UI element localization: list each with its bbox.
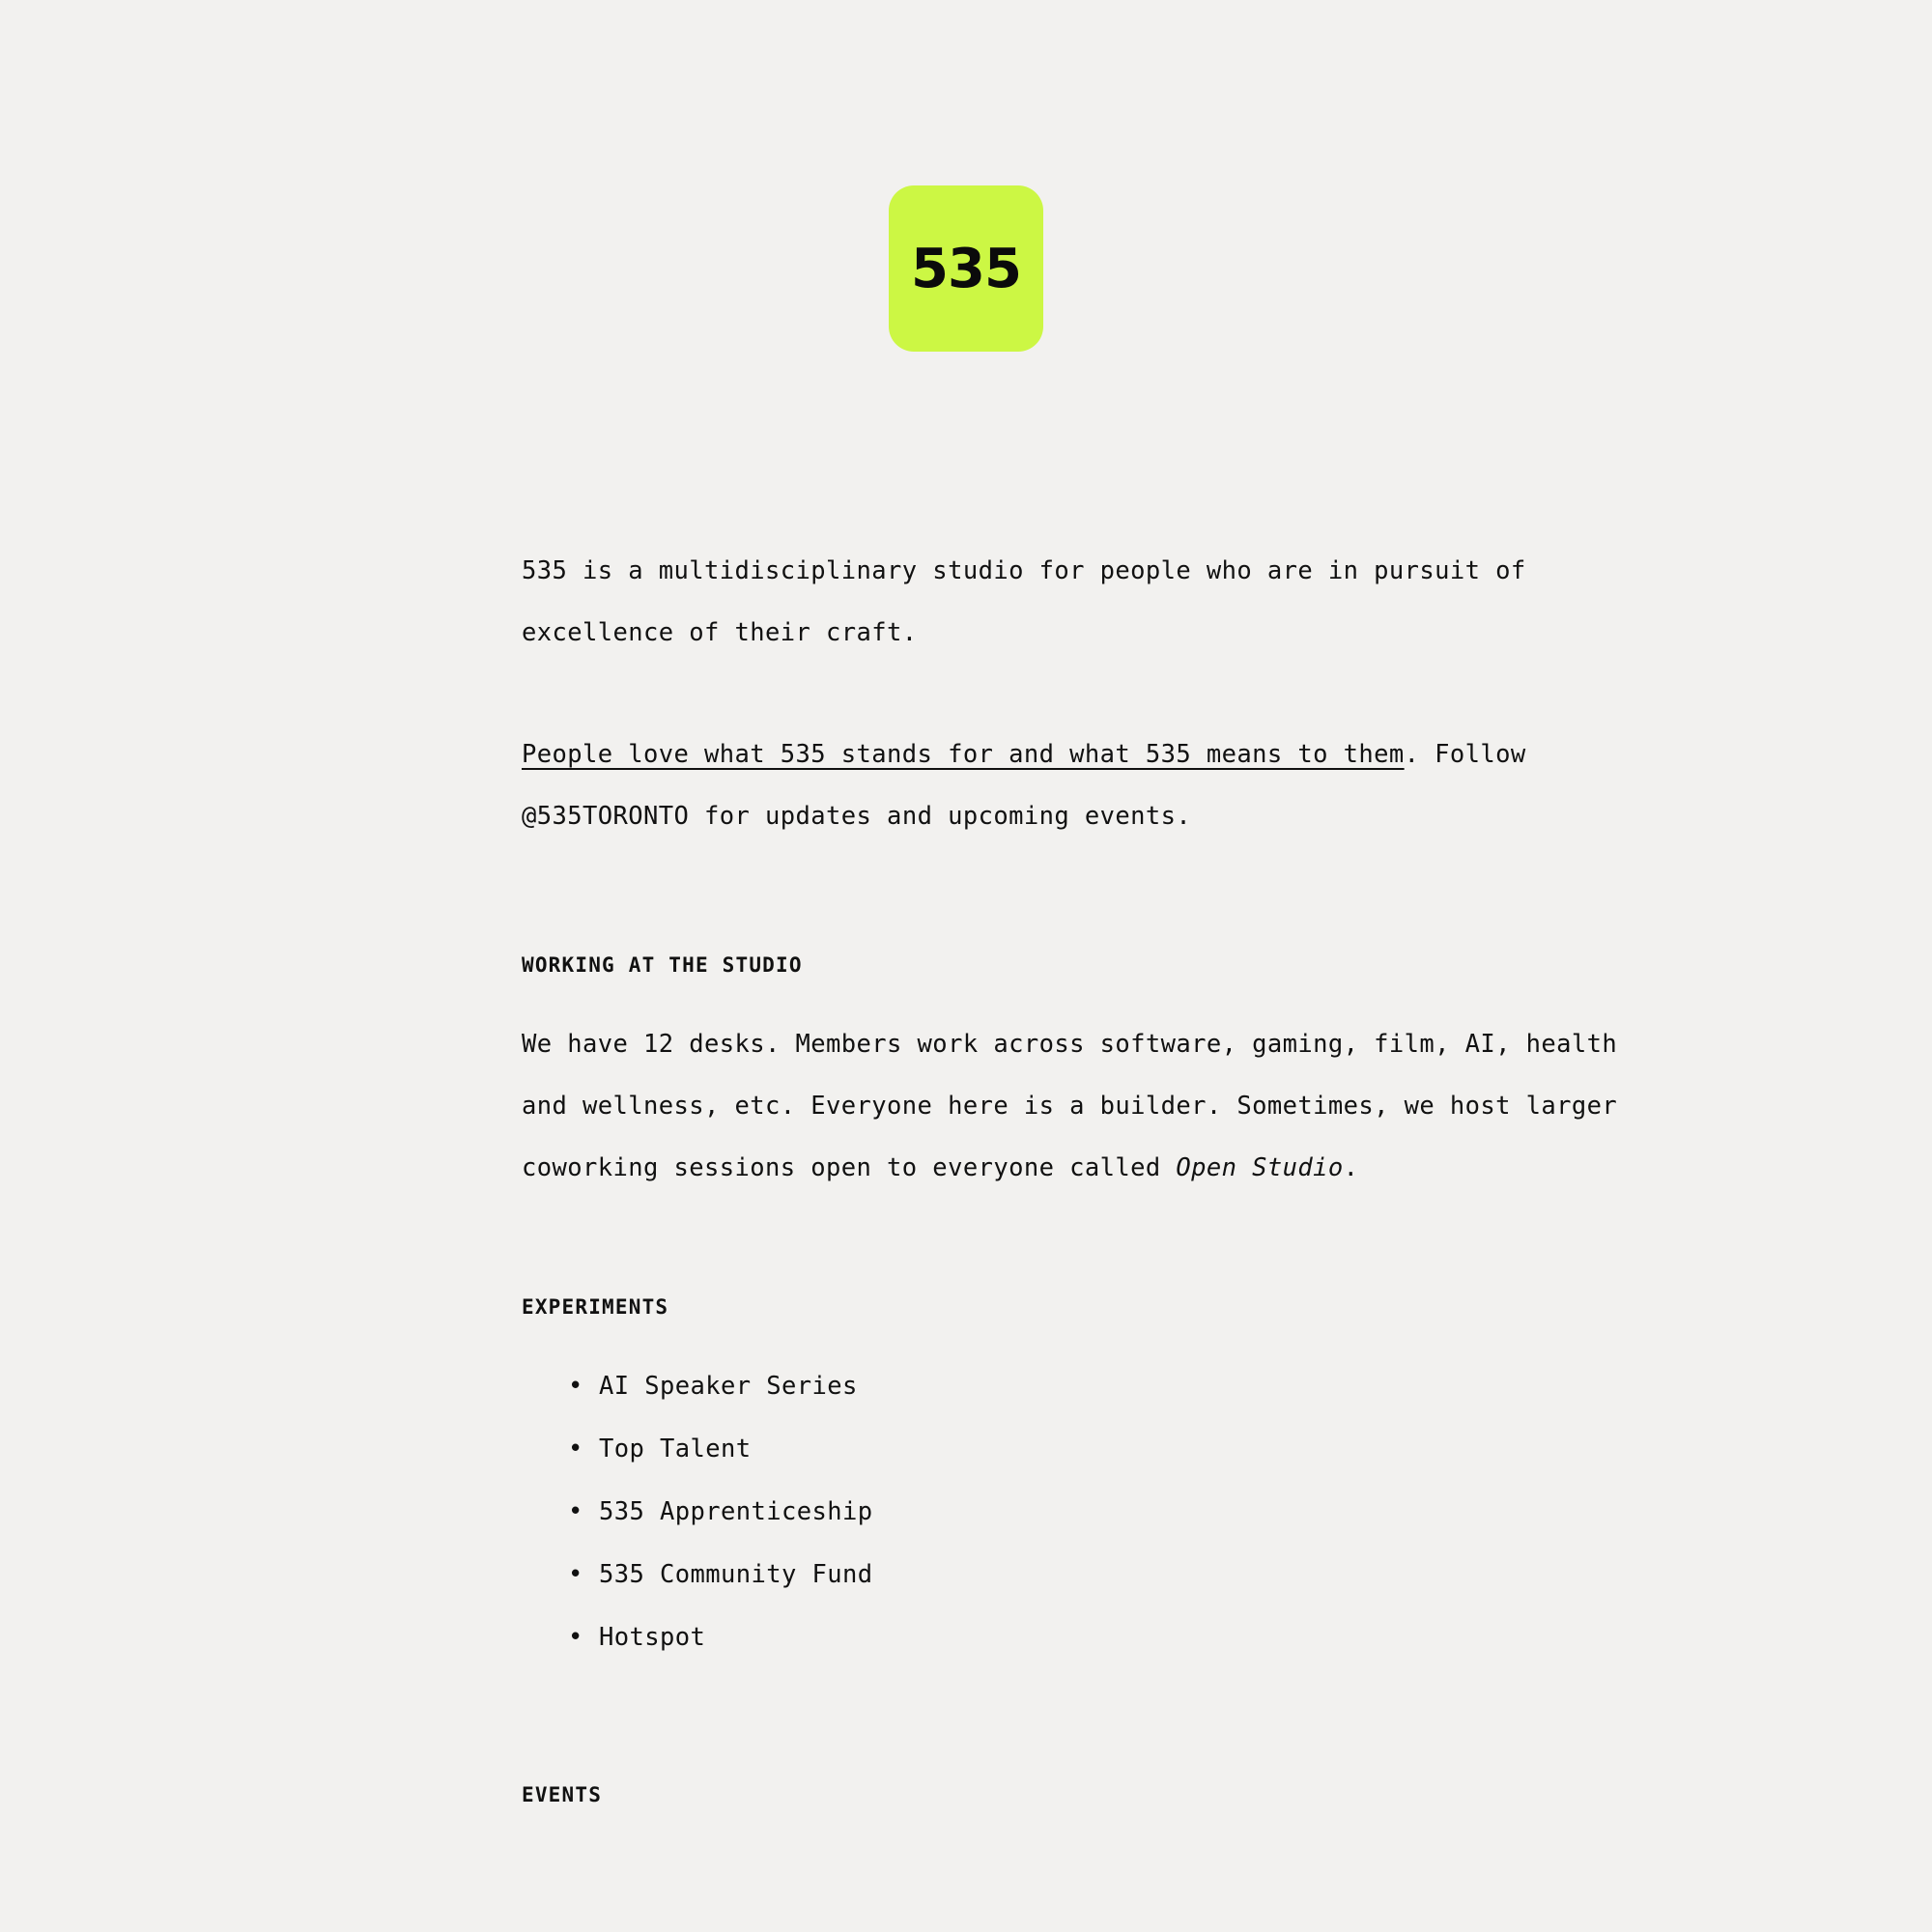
list-item[interactable]: • 535 Community Fund [599, 1544, 1642, 1606]
list-item[interactable]: • Hotspot [599, 1606, 1642, 1669]
intro-block [522, 540, 1642, 847]
list-item[interactable]: • Top Talent [599, 1418, 1642, 1481]
list-item[interactable]: • AI Speaker Series [599, 1355, 1642, 1418]
working-body-part2: . [1343, 1153, 1359, 1182]
open-studio-italic: Open Studio [1176, 1153, 1344, 1182]
people-love-link[interactable]: People love what 535 stands for and what 535 means to them [522, 740, 1405, 769]
social-handle[interactable]: @535TORONTO [522, 802, 690, 831]
list-item[interactable]: • 535 Apprenticeship [599, 1481, 1642, 1544]
section-title-events: EVENTS [522, 1783, 603, 1806]
follow-text: . Follow [1404, 740, 1526, 769]
section-experiments [522, 1295, 1642, 1669]
working-body-part1: We have 12 desks. Members work across software, gaming, film, AI, health and wellness, etc. Everyone here is a builder. Sometimes, we host larger coworking sessions open to everyone called [522, 1030, 1618, 1182]
section-working-at-the-studio [522, 953, 1642, 1199]
content-column [290, 540, 1642, 1806]
experiments-list [522, 1355, 1642, 1669]
working-body [522, 1013, 1623, 1199]
section-title-working: WORKING AT THE STUDIO [522, 953, 803, 977]
follow-paragraph [522, 724, 1623, 847]
section-title-experiments: EXPERIMENTS [522, 1295, 669, 1319]
section-events [522, 1783, 1642, 1806]
logo-tile[interactable] [889, 185, 1043, 352]
logo-text: 535 [911, 237, 1021, 300]
updates-text: for updates and upcoming events. [689, 802, 1192, 831]
intro-paragraph: 535 is a multidisciplinary studio for people who are in pursuit of excellence of their craft. [522, 556, 1526, 647]
logo-header [0, 0, 1932, 352]
